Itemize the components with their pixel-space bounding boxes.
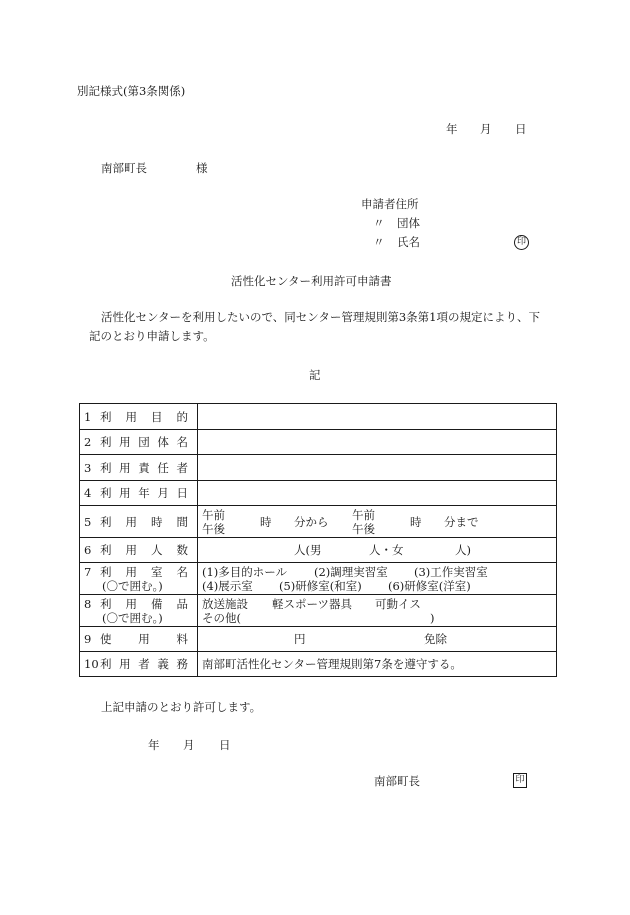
table-row	[80, 563, 557, 595]
female-unit: 人)	[455, 543, 471, 557]
row-number: 3	[84, 460, 92, 475]
date-day: 日	[515, 122, 527, 136]
exempt-option[interactable]: 免除	[424, 632, 447, 646]
approval-text: 上記申請のとおり許可します。	[101, 700, 262, 714]
approval-year: 年	[148, 738, 160, 752]
equipment-select-field[interactable]	[198, 595, 557, 627]
equipment-option[interactable]: 可動イス	[375, 597, 421, 611]
document-title: 活性化センター利用許可申請書	[231, 274, 392, 288]
date-year: 年	[446, 122, 458, 136]
date-month: 月	[480, 122, 492, 136]
pm-label: 午後	[352, 522, 375, 536]
room-option[interactable]: (4)展示室	[202, 579, 253, 593]
table-row	[80, 430, 557, 455]
table-row	[80, 455, 557, 481]
yen-unit: 円	[294, 632, 306, 646]
room-option[interactable]: (2)調理実習室	[314, 565, 388, 579]
row-label: 利用人数	[100, 543, 188, 557]
row-label: 利用責任者	[100, 460, 188, 475]
hour-label: 時	[260, 515, 272, 529]
responsible-person-field[interactable]	[198, 455, 557, 481]
people-unit: 人(男	[294, 543, 322, 557]
application-table	[79, 403, 557, 677]
table-row	[80, 404, 557, 430]
addressee-name: 南部町長	[101, 161, 147, 175]
from-label: 分から	[294, 515, 329, 529]
applicant-seal: 印	[514, 235, 529, 250]
am-label: 午前	[202, 508, 225, 522]
until-label: 分まで	[444, 515, 479, 529]
table-row	[80, 481, 557, 506]
use-time-field[interactable]	[198, 506, 557, 538]
row-label: 利用年月日	[100, 486, 188, 500]
fee-field[interactable]	[198, 627, 557, 652]
ki-heading: 記	[309, 368, 321, 382]
row-sublabel: (〇で囲む。)	[102, 610, 163, 625]
user-duty-text: 南部町活性化センター管理規則第7条を遵守する。	[198, 652, 557, 677]
equipment-other[interactable]: その他(	[202, 611, 241, 625]
group-name-field[interactable]	[198, 430, 557, 455]
purpose-field[interactable]	[198, 404, 557, 430]
approval-day: 日	[219, 738, 231, 752]
approval-month: 月	[183, 738, 195, 752]
people-count-field[interactable]	[198, 538, 557, 563]
table-row	[80, 652, 557, 677]
table-row	[80, 506, 557, 538]
row-number: 2	[84, 435, 92, 449]
ditto-mark: 〃	[373, 235, 385, 249]
row-label: 利用時間	[100, 514, 188, 529]
table-row	[80, 538, 557, 563]
pm-label: 午後	[202, 522, 225, 536]
row-number: 7	[84, 564, 92, 579]
issuer-seal: 印	[513, 773, 527, 788]
row-number: 6	[84, 543, 92, 557]
row-label: 利用室名	[100, 564, 188, 579]
row-label: 利用者義務	[100, 657, 188, 671]
addressee-honorific: 様	[196, 161, 208, 175]
body-line-1: 活性化センターを利用したいので、同センター管理規則第3条第1項の規定により、下	[101, 310, 540, 324]
hour-label: 時	[410, 515, 422, 529]
row-number: 1	[84, 409, 92, 424]
issuer-name: 南部町長	[374, 774, 420, 788]
table-row	[80, 627, 557, 652]
row-sublabel: (〇で囲む。)	[102, 578, 163, 593]
applicant-name-label: 氏名	[397, 235, 420, 249]
room-option[interactable]: (3)工作実習室	[414, 565, 488, 579]
equipment-option[interactable]: 軽スポーツ器具	[272, 597, 353, 611]
am-label: 午前	[352, 508, 375, 522]
row-label: 利用団体名	[100, 435, 188, 449]
row-number: 10	[84, 657, 99, 671]
applicant-address-label: 申請者住所	[361, 197, 419, 211]
body-line-2: 記のとおり申請します。	[89, 329, 215, 343]
row-number: 4	[84, 486, 92, 500]
room-option[interactable]: (5)研修室(和室)	[279, 579, 362, 593]
room-option[interactable]: (6)研修室(洋室)	[388, 579, 471, 593]
row-number: 9	[84, 632, 92, 646]
row-number: 5	[84, 514, 92, 529]
ditto-mark: 〃	[373, 216, 385, 230]
applicant-group-label: 団体	[397, 216, 420, 230]
table-row	[80, 595, 557, 627]
row-label: 利用備品	[100, 596, 188, 611]
row-label: 使用料	[100, 632, 188, 646]
room-option[interactable]: (1)多目的ホール	[202, 565, 288, 579]
equipment-option[interactable]: 放送施設	[202, 597, 248, 611]
row-number: 8	[84, 596, 92, 611]
row-label: 利用目的	[100, 409, 188, 424]
use-date-field[interactable]	[198, 481, 557, 506]
male-unit: 人・女	[369, 543, 404, 557]
form-label: 別記様式(第3条関係)	[77, 84, 186, 98]
equipment-other-close: )	[430, 611, 435, 625]
room-select-field[interactable]	[198, 563, 557, 595]
